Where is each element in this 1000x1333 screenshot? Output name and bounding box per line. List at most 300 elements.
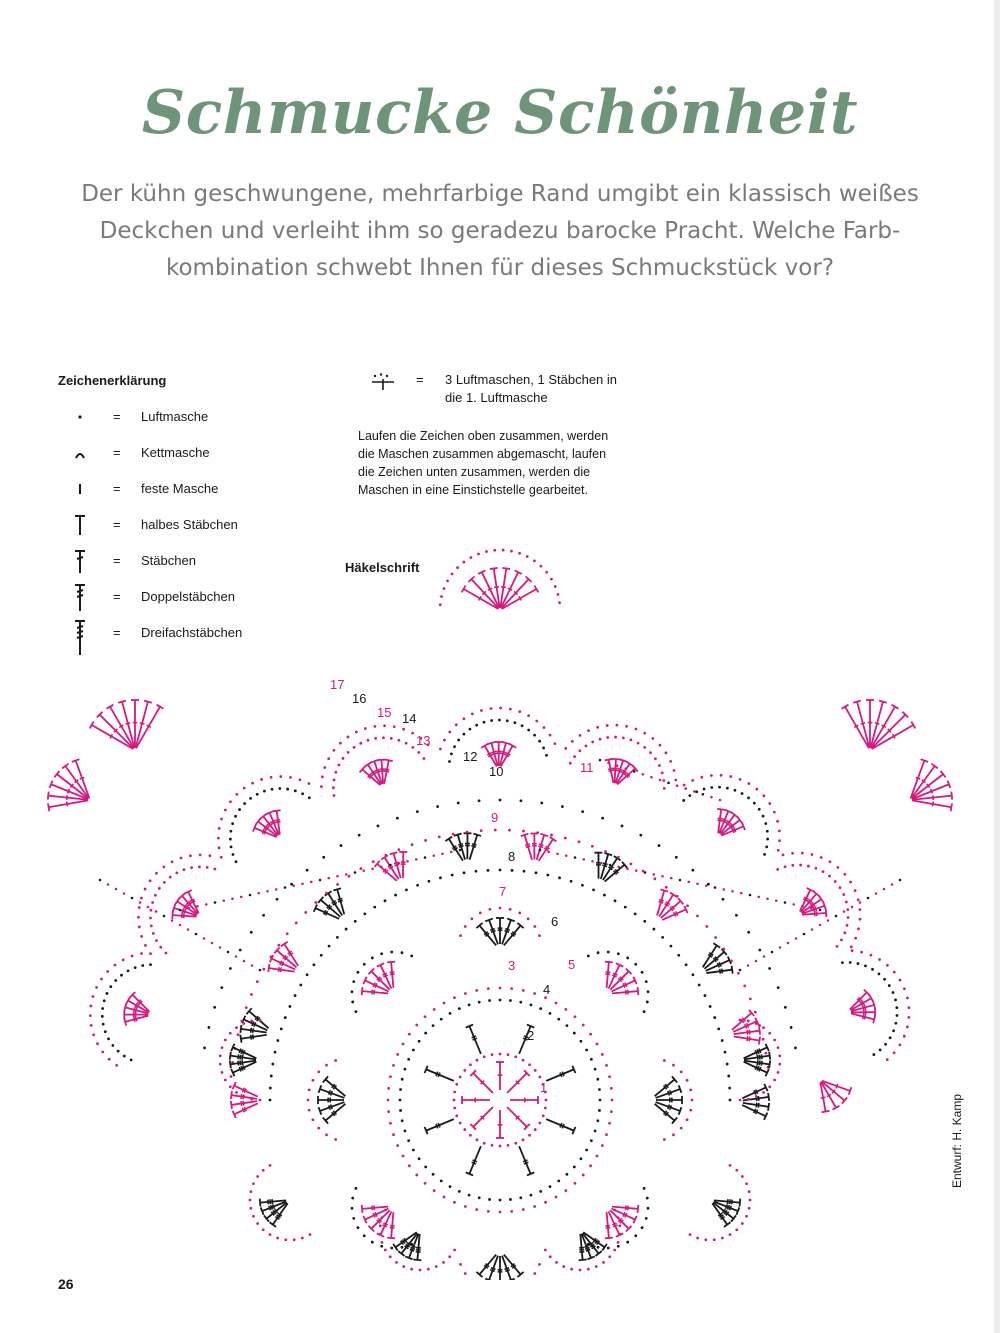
chain-stitch (402, 1043, 405, 1046)
chain-stitch (499, 707, 502, 710)
round-label: 15 (377, 705, 392, 720)
chain-stitch (607, 762, 610, 765)
stitch-bar (726, 1204, 728, 1208)
chain-stitch (536, 831, 539, 834)
chain-stitch (634, 963, 637, 966)
chain-stitch (667, 782, 670, 785)
chain-stitch (453, 1107, 456, 1110)
chain-stitch (875, 892, 878, 895)
chain-stitch (599, 1099, 602, 1102)
stitch-bar (490, 1270, 495, 1272)
chain-stitch (670, 877, 673, 880)
chain-stitch (363, 963, 366, 966)
chain-stitch (509, 999, 512, 1002)
chain-stitch (839, 886, 842, 889)
chain-stitch (726, 787, 729, 790)
legend-equals: = (113, 517, 121, 532)
chain-stitch (432, 1173, 435, 1176)
chain-stitch (380, 866, 383, 869)
chain-stitch (773, 811, 776, 814)
chain-stitch (355, 731, 358, 734)
chain-stitch (748, 1207, 751, 1210)
chain-stitch (480, 829, 483, 832)
chain-stitch (469, 1134, 472, 1137)
chain-stitch (616, 764, 619, 767)
chain-stitch (243, 960, 246, 963)
chain-stitch (651, 737, 654, 740)
chain-stitch (100, 978, 103, 981)
chain-stitch (511, 869, 514, 872)
chain-stitch (235, 860, 238, 863)
chain-stitch (522, 1059, 525, 1062)
chain-stitch (549, 1012, 552, 1015)
chain-stitch (251, 782, 254, 785)
chain-stitch (381, 1241, 384, 1244)
chain-stitch (483, 721, 486, 724)
chain-stitch (229, 830, 232, 833)
chain-stitch (726, 1063, 729, 1066)
chain-stitch (232, 853, 235, 856)
chain-stitch (396, 1144, 399, 1147)
stitch-bar (501, 751, 506, 752)
chain-stitch (872, 1053, 875, 1056)
chain-stitch (894, 1022, 897, 1025)
round-label: 5 (568, 957, 576, 972)
chain-stitch (514, 1142, 517, 1145)
chain-stitch (606, 724, 609, 727)
chain-stitch (696, 882, 699, 885)
stitch-top (724, 1222, 731, 1227)
chain-stitch (101, 1007, 104, 1010)
chain-stitch (240, 896, 243, 899)
chain-stitch (367, 739, 370, 742)
chain-stitch (696, 1237, 699, 1240)
stitch-top (769, 1052, 770, 1060)
chain-stitch (334, 771, 337, 774)
stitch-top (602, 1244, 607, 1251)
chain-stitch (599, 738, 602, 741)
chain-stitch (605, 1133, 608, 1136)
chain-stitch (408, 1164, 411, 1167)
chain-stitch (389, 1255, 392, 1258)
chain-stitch (301, 1237, 304, 1240)
chain-stitch (747, 796, 750, 799)
stitch-bar (617, 770, 622, 772)
chain-stitch (801, 852, 804, 855)
chain-stitch (354, 1010, 357, 1013)
stitch-bar (526, 846, 531, 847)
legend-equals: = (416, 372, 424, 387)
chain-stitch (533, 1205, 536, 1208)
chain-stitch (502, 549, 505, 552)
chain-stitch (654, 757, 657, 760)
chain-stitch (907, 1006, 910, 1009)
chain-stitch (608, 1122, 611, 1125)
chain-stitch (403, 1068, 406, 1071)
chain-stitch (542, 747, 545, 750)
stitch-top (385, 760, 393, 762)
chain-stitch (464, 1272, 467, 1275)
chain-stitch (372, 860, 375, 863)
chain-stitch (214, 901, 217, 904)
stitch-top (619, 759, 627, 762)
stitch-bar (618, 769, 623, 771)
chain-stitch (843, 931, 846, 934)
chain-stitch (111, 1044, 114, 1047)
stitch-bar (719, 962, 721, 966)
chain-stitch (149, 917, 152, 920)
chain-stitch (578, 840, 581, 843)
chain-stitch (635, 869, 638, 872)
stitch-top (951, 792, 952, 800)
chain-stitch (510, 1210, 513, 1213)
chain-stitch (114, 979, 117, 982)
chain-stitch (485, 550, 488, 553)
stitch-bar (717, 963, 719, 967)
chain-stitch (649, 751, 652, 754)
chain-stitch (658, 764, 661, 767)
chain-stitch (408, 1033, 411, 1036)
chain-stitch (279, 775, 282, 778)
stitch-bar (759, 1055, 760, 1060)
stitch-bar (276, 822, 281, 823)
stitch-post (65, 766, 89, 798)
chain-stitch (490, 719, 493, 722)
chain-stitch (854, 889, 857, 892)
chain-stitch (688, 794, 691, 797)
chain-stitch (321, 776, 324, 779)
chain-stitch (266, 890, 269, 893)
chain-stitch (169, 876, 172, 879)
stitch-bar (472, 1036, 476, 1038)
chain-stitch (702, 793, 705, 796)
chain-stitch (392, 1064, 395, 1067)
chain-stitch (846, 924, 849, 927)
stitch-bar (916, 777, 921, 779)
stitch-bar (492, 751, 497, 752)
chain-stitch (679, 879, 682, 882)
stitch-bar (471, 846, 476, 847)
chain-stitch (646, 1197, 649, 1200)
chain-stitch (691, 1099, 694, 1102)
chain-stitch (155, 910, 158, 913)
chain-stitch (562, 1265, 565, 1268)
stitch-top (521, 834, 529, 836)
stitch-bar (659, 900, 664, 901)
stitch-bar (761, 1054, 762, 1059)
stitch-top (605, 962, 613, 963)
stitch-bar (728, 1205, 730, 1209)
chain-stitch (419, 1269, 422, 1272)
chain-stitch (550, 834, 553, 837)
stitch-post (122, 702, 134, 748)
stitch-top (717, 809, 725, 810)
stitch-post (489, 1256, 498, 1280)
chain-stitch (171, 860, 174, 863)
chain-stitch (230, 1075, 233, 1078)
chain-stitch (306, 973, 309, 976)
chain-stitch (313, 963, 316, 966)
legend-equals: = (113, 481, 121, 496)
chain-stitch (617, 952, 620, 955)
chain-stitch (527, 917, 530, 920)
chain-stitch (354, 871, 357, 874)
chain-stitch (518, 552, 521, 555)
chain-stitch (106, 992, 109, 995)
chain-stitch (92, 1033, 95, 1036)
chain-stitch (390, 951, 393, 954)
chain-stitch (417, 751, 420, 754)
chain-stitch (550, 578, 553, 581)
chain-stitch (557, 1018, 560, 1021)
stitch-bar (609, 770, 614, 771)
chain-stitch (834, 880, 837, 883)
chain-stitch (89, 1005, 92, 1008)
stitch-top (759, 1027, 760, 1035)
chain-stitch (396, 817, 399, 820)
chain-stitch (155, 872, 158, 875)
chain-stitch (140, 897, 143, 900)
chain-stitch (549, 734, 552, 737)
chain-stitch-icon (64, 402, 90, 432)
chain-stitch (558, 876, 561, 879)
chain-stitch (257, 892, 260, 895)
chain-stitch (260, 778, 263, 781)
chain-stitch (379, 1224, 382, 1227)
stitch-post (519, 1146, 530, 1174)
chain-stitch (396, 1053, 399, 1056)
chain-stitch (730, 960, 733, 963)
chain-stitch (582, 1024, 585, 1027)
stitch-bar (933, 795, 934, 800)
chain-stitch (327, 877, 330, 880)
chain-stitch (189, 854, 192, 857)
chain-stitch (607, 951, 610, 954)
chain-stitch (729, 1233, 732, 1236)
stitch-bar (730, 1206, 732, 1210)
chain-stitch (762, 1091, 765, 1094)
round-label: 6 (551, 914, 559, 929)
chain-stitch (540, 565, 543, 568)
round-label: 11 (580, 760, 594, 775)
chain-stitch (220, 986, 223, 989)
chain-stitch (514, 1055, 517, 1058)
chain-stitch (439, 748, 442, 751)
chain-stitch (906, 1026, 909, 1029)
stitch-bar (821, 1097, 826, 1098)
stitch-bar (273, 1204, 275, 1208)
chain-stitch (477, 553, 480, 556)
chain-stitch (286, 788, 289, 791)
chain-stitch (581, 884, 584, 887)
chain-stitch (763, 853, 766, 856)
stitch-top (319, 1085, 322, 1093)
chain-stitch (555, 1002, 558, 1005)
stitch-bar (608, 768, 613, 769)
chain-stitch (259, 1099, 262, 1102)
chain-stitch (235, 793, 238, 796)
chain-stitch (224, 809, 227, 812)
chain-stitch (262, 1228, 265, 1231)
chain-stitch (854, 937, 857, 940)
chain-stitch (663, 1059, 666, 1062)
chain-stitch (459, 1263, 462, 1266)
chain-stitch (510, 987, 513, 990)
chain-stitch (440, 1180, 443, 1183)
stitch-bar (586, 1250, 590, 1252)
chain-stitch (494, 829, 497, 832)
stitch-bar (494, 587, 499, 588)
chain-stitch (859, 918, 862, 921)
stitch-bar (375, 769, 380, 771)
chain-stitch (658, 844, 661, 847)
chain-stitch (857, 962, 860, 965)
chain-stitch (294, 994, 297, 997)
chain-stitch (601, 1053, 604, 1056)
chain-stitch (487, 1210, 490, 1213)
chain-stitch (870, 954, 873, 957)
stitch-bar (324, 910, 326, 914)
chain-stitch (101, 1015, 104, 1018)
chain-stitch (363, 913, 366, 916)
chain-stitch (464, 925, 467, 928)
chain-stitch (735, 914, 738, 917)
chain-stitch (308, 1088, 311, 1091)
chain-stitch (179, 909, 182, 912)
chain-stitch (134, 966, 137, 969)
stitch-top (769, 1060, 770, 1068)
chain-stitch (689, 1233, 692, 1236)
chain-stitch (462, 717, 465, 720)
round-label: 17 (330, 677, 345, 692)
chain-stitch (154, 894, 157, 897)
stitch-bar (863, 1006, 864, 1011)
chain-stitch (545, 1099, 548, 1102)
chain-stitch (693, 790, 696, 793)
chain-stitch (513, 721, 516, 724)
chain-stitch (389, 1075, 392, 1078)
chain-stitch (641, 971, 644, 974)
stitch-bar (472, 1162, 476, 1164)
chain-stitch (470, 556, 473, 559)
chain-stitch (483, 1055, 486, 1058)
chain-stitch (333, 794, 336, 797)
chain-stitch (286, 932, 289, 935)
legend-equals: = (113, 625, 121, 640)
round-label: 12 (463, 749, 478, 764)
chain-stitch (325, 1133, 328, 1136)
chain-stitch (310, 881, 313, 884)
chain-stitch (269, 1099, 272, 1102)
chain-stitch (175, 871, 178, 874)
chain-stitch (230, 845, 233, 848)
stitch-bar (758, 1103, 759, 1108)
chain-stitch (845, 901, 848, 904)
chain-stitch (415, 1174, 418, 1177)
chain-stitch (312, 1079, 315, 1082)
chain-stitch (398, 739, 401, 742)
chain-stitch (463, 1069, 466, 1072)
stitch-post (857, 702, 869, 748)
stitch-top (260, 1199, 261, 1207)
chain-stitch (553, 742, 556, 745)
chain-stitch (147, 906, 150, 909)
stitch-post (136, 707, 160, 749)
stitch-bar (242, 1055, 243, 1060)
stitch-bar (459, 846, 464, 847)
chain-stitch (384, 899, 387, 902)
chain-stitch (499, 1053, 502, 1056)
chain-stitch (705, 925, 708, 928)
chain-stitch (399, 1088, 402, 1091)
chain-stitch (684, 787, 687, 790)
stitch-top (732, 966, 733, 974)
chain-stitch (387, 1099, 390, 1102)
chain-stitch (280, 1028, 283, 1031)
chain-stitch (384, 1249, 387, 1252)
chain-stitch (462, 561, 465, 564)
chain-stitch (307, 782, 310, 785)
chain-stitch (594, 1130, 597, 1133)
chain-stitch (183, 868, 186, 871)
chain-stitch (691, 973, 694, 976)
chain-stitch (288, 1005, 291, 1008)
picot-stitch-icon (370, 373, 398, 391)
chain-stitch (478, 799, 481, 802)
chain-stitch (538, 1263, 541, 1266)
chain-stitch (354, 1187, 357, 1190)
stitch-bar (670, 1090, 672, 1095)
stitch-bar (562, 1072, 564, 1076)
chain-stitch (180, 857, 183, 860)
chain-stitch (629, 862, 632, 865)
chain-stitch (582, 858, 585, 861)
chain-stitch (449, 1185, 452, 1188)
legend-item-chain (58, 402, 318, 432)
chain-stitch (580, 1040, 583, 1043)
stitch-top (849, 1087, 852, 1095)
chain-stitch (453, 1201, 456, 1204)
chain-stitch (610, 1110, 613, 1113)
chain-stitch (703, 788, 706, 791)
chain-stitch (450, 851, 453, 854)
chain-stitch (851, 949, 854, 952)
chain-stitch (262, 1169, 265, 1172)
chain-stitch (755, 1095, 758, 1098)
chain-stitch (722, 948, 725, 951)
chain-stitch (677, 954, 680, 957)
chain-stitch (841, 961, 844, 964)
chain-stitch (768, 1032, 771, 1035)
stitch-post (845, 707, 869, 749)
chain-stitch (633, 770, 636, 773)
chain-stitch (480, 709, 483, 712)
chain-stitch (205, 903, 208, 906)
chain-stitch (906, 997, 909, 1000)
stitch-bar (490, 929, 495, 931)
chain-stitch (710, 774, 713, 777)
chain-stitch (538, 1076, 541, 1079)
chain-stitch (888, 984, 891, 987)
chain-stitch (487, 869, 490, 872)
chain-stitch (411, 732, 414, 735)
chain-stitch (270, 956, 273, 959)
chain-stitch (509, 908, 512, 911)
chain-stitch (777, 1071, 780, 1074)
chain-stitch (347, 736, 350, 739)
chain-stitch (778, 1063, 781, 1066)
stitch-bar (718, 818, 723, 819)
